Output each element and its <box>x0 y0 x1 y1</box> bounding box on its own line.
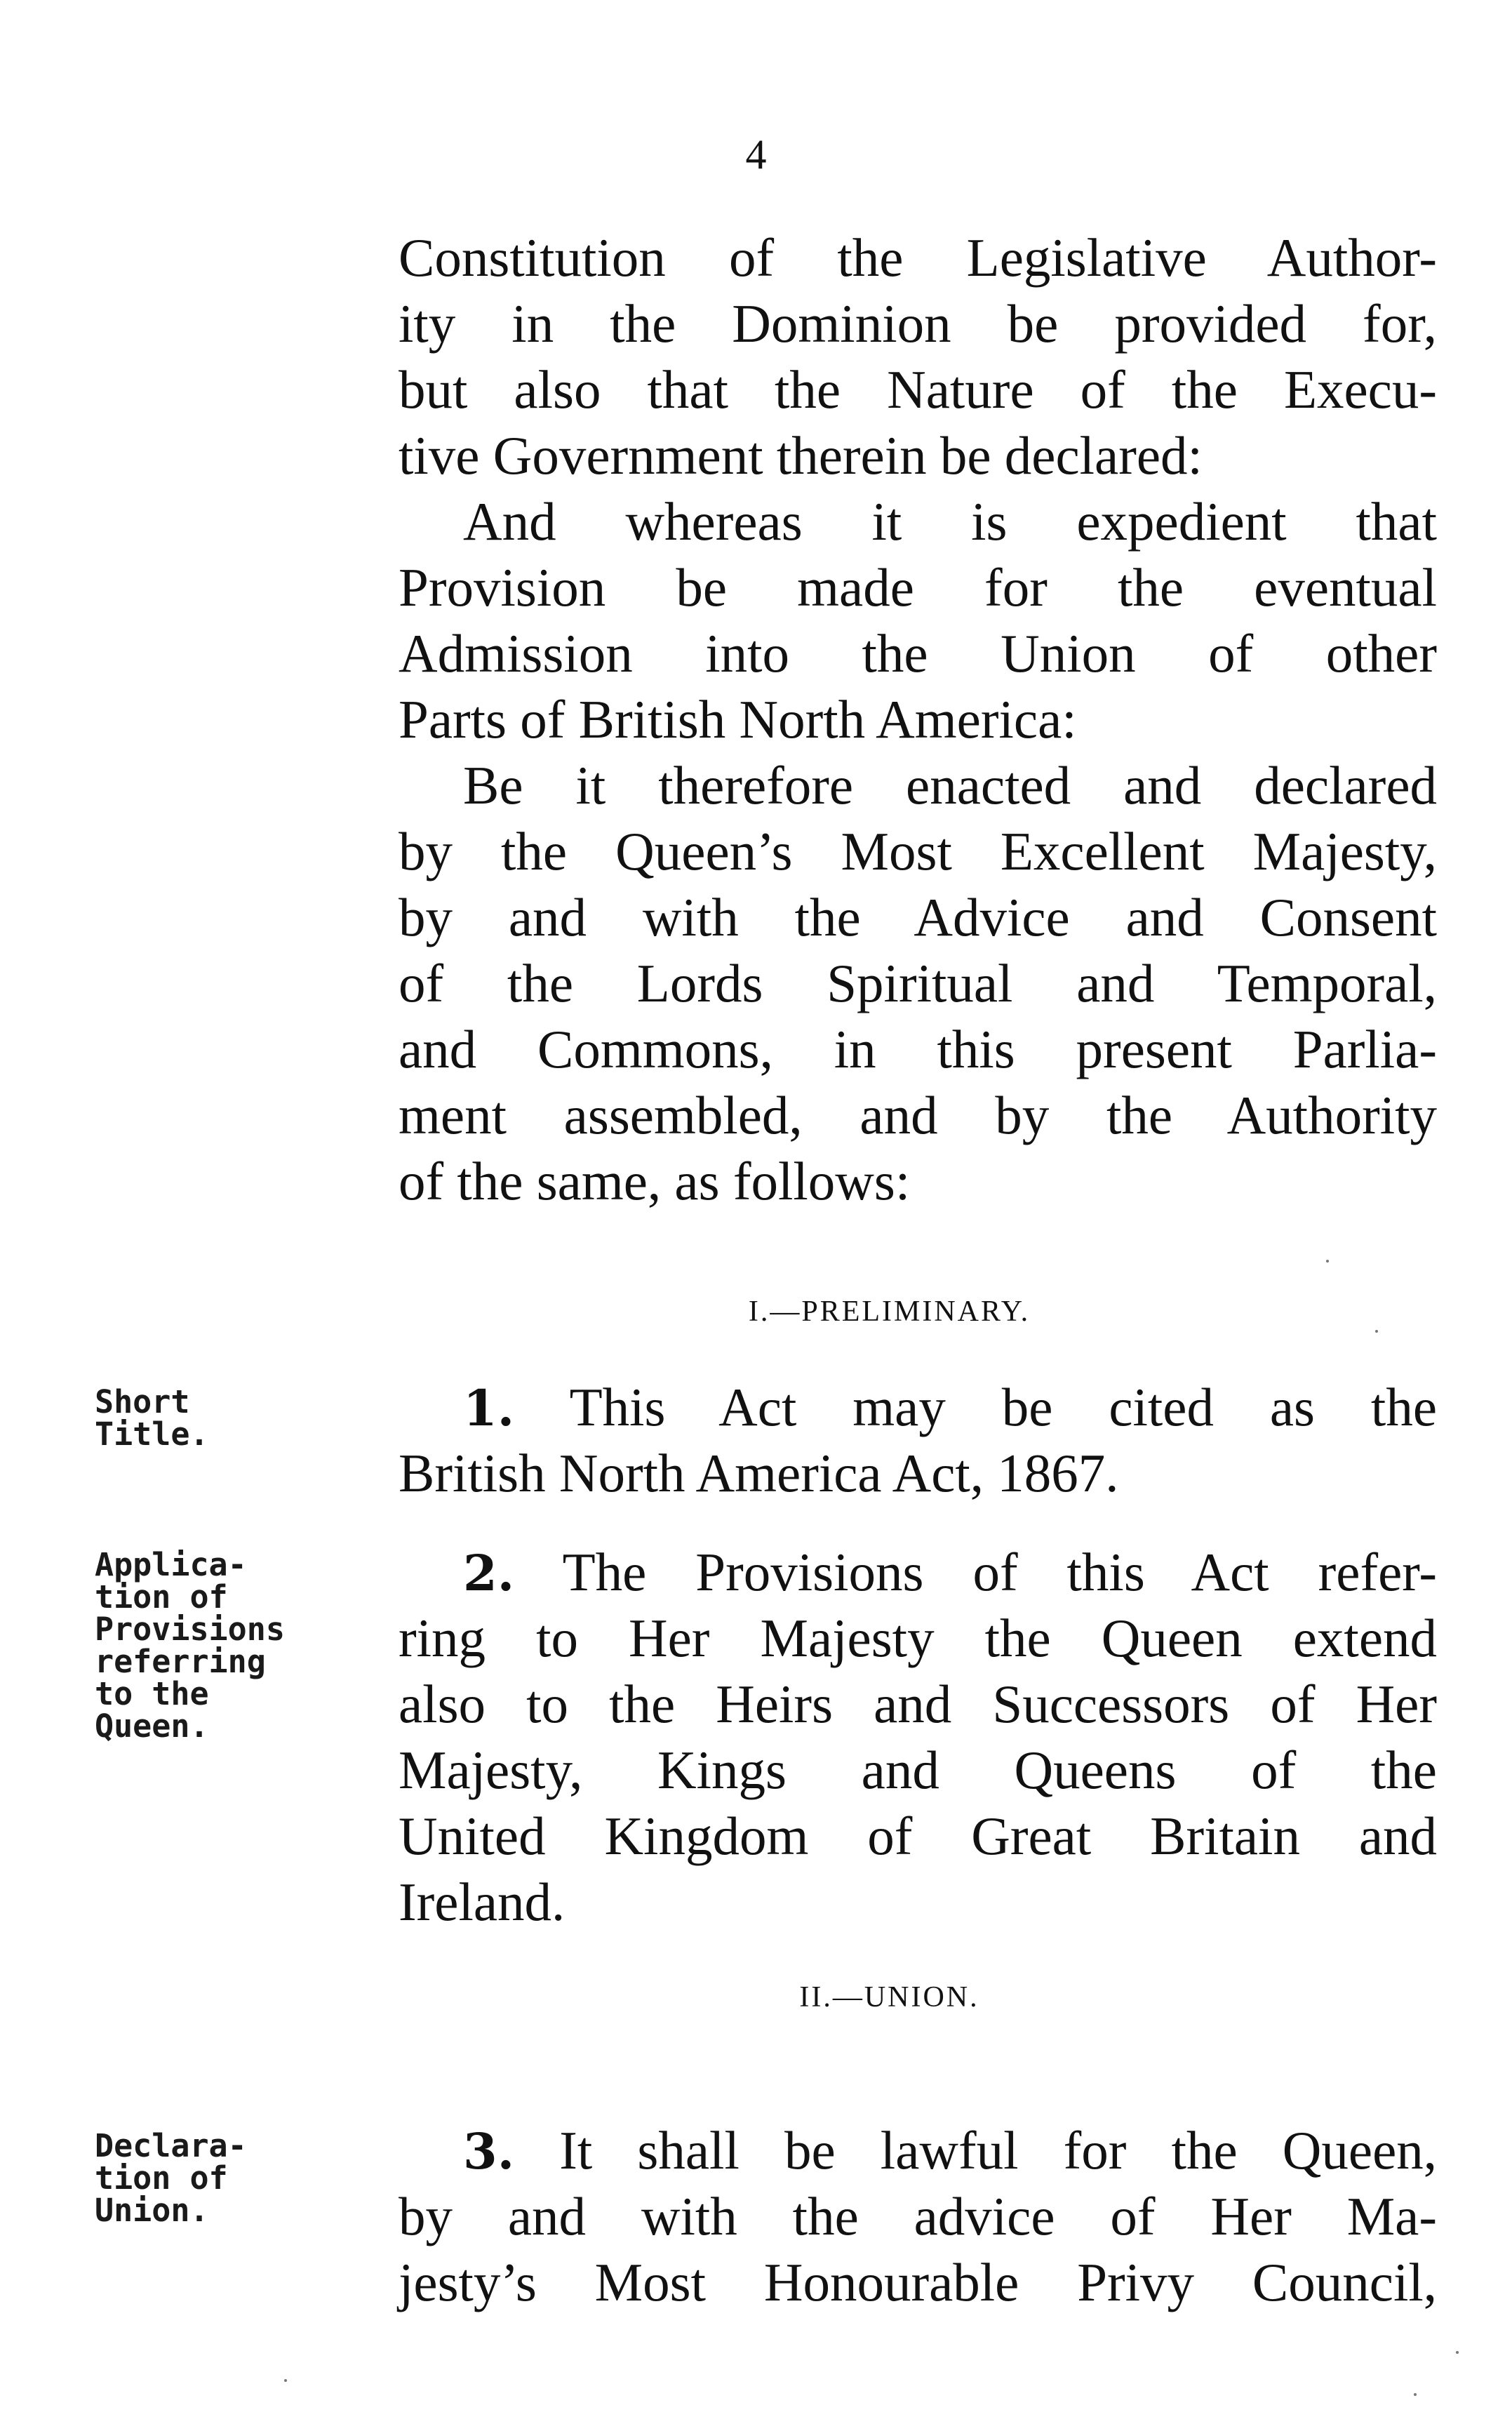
preamble-line: ity in the Dominion be provided for, <box>399 293 1437 354</box>
section-number: 1. <box>463 1379 515 1437</box>
margin-note-declaration-of-union <box>95 2127 347 2229</box>
preamble-line: but also that the Nature of the Execu- <box>399 359 1437 420</box>
margin-note-line: Declara- <box>95 2127 247 2164</box>
preamble-line: And whereas it is expedient that <box>463 491 1437 552</box>
section-number: 2. <box>463 1544 515 1602</box>
margin-note-line: Applica- <box>95 1546 247 1583</box>
margin-note-short-title <box>95 1383 347 1453</box>
margin-note-line: referring <box>95 1643 266 1680</box>
section-line: British North America Act, 1867. <box>399 1443 1119 1503</box>
section-text: This Act may be cited as the <box>569 1377 1438 1437</box>
preamble-line: of the same, as follows: <box>399 1151 911 1211</box>
section-line: by and with the advice of Her Ma- <box>399 2186 1437 2246</box>
section-line <box>399 2117 1437 2183</box>
section-line: Majesty, Kings and Queens of the <box>399 1740 1437 1800</box>
preamble-line: Provision be made for the eventual <box>399 557 1437 618</box>
preamble-line: Be it therefore enacted and declared <box>463 755 1437 815</box>
margin-note-line: Queen. <box>95 1707 209 1745</box>
section-line: jesty’s Most Honourable Privy Council, <box>399 2252 1437 2312</box>
part-heading-preliminary <box>0 1297 1512 1326</box>
margin-note-line: Provisions <box>95 1611 285 1648</box>
section-line: Ireland. <box>399 1872 566 1932</box>
margin-note-line: Union. <box>95 2192 209 2229</box>
scan-speck <box>1375 1330 1378 1333</box>
scan-speck <box>1456 2351 1459 2354</box>
section-text: It shall be lawful for the Queen, <box>559 2120 1438 2180</box>
section-line <box>399 1374 1437 1440</box>
scan-speck <box>1414 2393 1417 2396</box>
scan-speck <box>1326 1260 1329 1263</box>
preamble-line: and Commons, in this present Parlia- <box>399 1019 1437 1079</box>
margin-note-line: Short <box>95 1383 190 1420</box>
preamble-line: Parts of British North America: <box>399 689 1077 750</box>
section-text: The Provisions of this Act refer- <box>562 1542 1437 1602</box>
page-number: 4 <box>745 131 767 178</box>
margin-note-line: tion of <box>95 1578 228 1616</box>
margin-note-line: Title. <box>95 1416 209 1453</box>
preamble-line: ment assembled, and by the Authority <box>399 1085 1437 1145</box>
preamble-line: of the Lords Spiritual and Temporal, <box>399 953 1437 1013</box>
preamble-line: by and with the Advice and Consent <box>399 887 1437 947</box>
section-line: United Kingdom of Great Britain and <box>399 1806 1437 1866</box>
margin-note-line: to the <box>95 1675 209 1712</box>
section-line: ring to Her Majesty the Queen extend <box>399 1608 1437 1668</box>
preamble-line: tive Government therein be declared: <box>399 425 1203 486</box>
section-line: also to the Heirs and Successors of Her <box>399 1674 1437 1734</box>
preamble-line: Admission into the Union of other <box>399 623 1437 684</box>
part-heading-union <box>0 1983 1512 2012</box>
part-heading-text: II.—UNION. <box>799 1981 979 2013</box>
section-number: 3. <box>463 2122 515 2180</box>
section-line <box>399 1539 1437 1605</box>
margin-note-line: tion of <box>95 2159 228 2197</box>
part-heading-text: I.—PRELIMINARY. <box>748 1296 1031 1328</box>
scan-speck <box>284 2379 287 2382</box>
preamble-line: by the Queen’s Most Excellent Majesty, <box>399 821 1437 881</box>
margin-note-application-of-provisions <box>95 1546 347 1745</box>
preamble-line: Constitution of the Legislative Author- <box>399 227 1437 288</box>
